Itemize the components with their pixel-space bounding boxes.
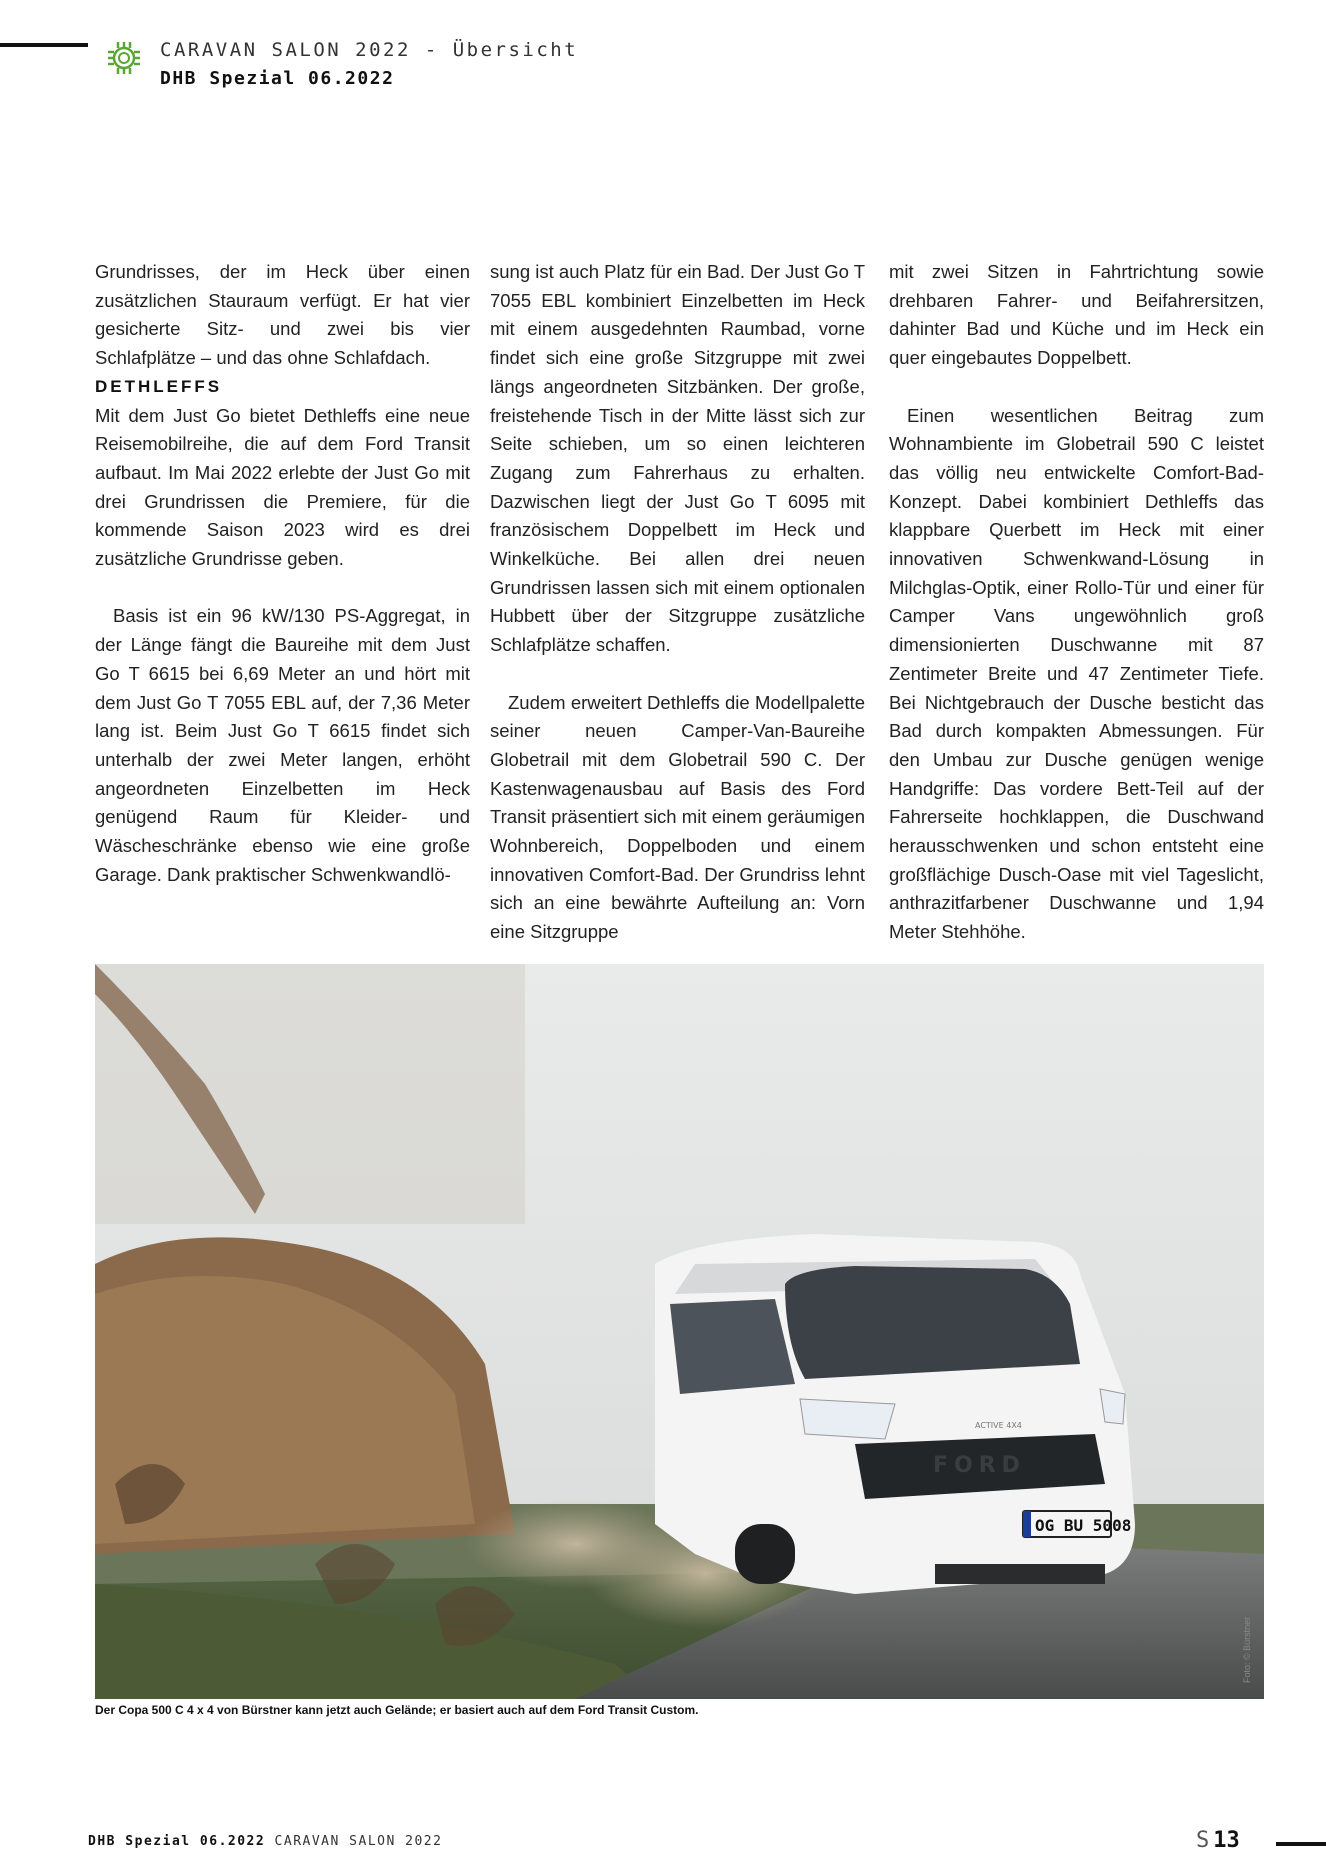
article-body	[95, 258, 1265, 943]
paragraph: Mit dem Just Go bietet Dethleffs eine neue Reisemobilreihe, die auf dem Ford Transit aufbaut. Im Mai 2022 erlebte der Just Go mit drei Grundrissen die Premiere, für die kommende Saison 2023 wird es drei zusätzliche Grundrisse geben.	[95, 404, 470, 570]
badge-text: ACTIVE 4X4	[975, 1421, 1022, 1430]
article-photo	[95, 964, 1264, 1699]
paragraph: sung ist auch Platz für ein Bad. Der Just Go T 7055 EBL kombiniert Einzelbetten im Heck mit einem ausgedehnten Raumbad, vorne findet sich eine große Sitzgruppe mit zwei längs angeordneten Sitzbänken. Der große, freistehende Tisch in der Mitte lässt sich zur Seite schieben, um so einen leichteren Zugang zum Fahrerhaus zu erhalten. Dazwischen liegt der Just Go T 6095 mit französischem Doppelbett im Heck und Winkelküche. Bei allen drei neuen Grundrissen lassen sich mit einem optionalen Hubbett über der Sitzgruppe zusätzliche Schlafplätze schaffen.	[490, 261, 865, 656]
grille-logo: FORD	[933, 1453, 1026, 1478]
footer-magazine: DHB Spezial 06.2022	[88, 1834, 266, 1849]
photo-caption: Der Copa 500 C 4 x 4 von Bürstner kann jetzt auch Gelände; er basiert auch auf dem Ford Transit Custom.	[95, 1703, 699, 1717]
header-title: CARAVAN SALON 2022 - Übersicht	[160, 39, 579, 61]
footer-publication	[88, 1834, 442, 1849]
paragraph: Basis ist ein 96 kW/130 PS-Aggregat, in der Länge fängt die Baureihe mit dem Just Go T 6615 bei 6,69 Meter an und hört mit dem Just Go T 7055 EBL auf, der 7,36 Meter lang ist. Beim Just Go T 6615 findet sich unterhalb der zwei Meter langen, erhöht angeordneten Einzelbetten im Heck genügend Raum für Kleider- und Wäscheschränke ebenso wie eine große Garage. Dank praktischer Schwenkwandlö-	[95, 605, 470, 885]
camper-van	[655, 1234, 1135, 1594]
section-heading: DETHLEFFS	[95, 376, 223, 396]
license-plate: OG BU 5008	[1035, 1516, 1132, 1535]
camper-van-photo	[95, 964, 1264, 1699]
column-1	[95, 258, 470, 889]
paragraph: Einen wesentlichen Beitrag zum Wohnambiente im Globetrail 590 C leistet das völlig neu entwickelte Comfort-Bad-Konzept. Dabei kombiniert Dethleffs das klappbare Querbett im Heck mit einer innovativen Schwenkwand-Lösung in Milchglas-Optik, einer Rollo-Tür und einer für Camper Vans ungewöhnlich groß dimensionierten Duschwanne mit 87 Zentimeter Breite und 47 Zentimeter Tiefe. Bei Nichtgebrauch der Dusche besticht das Bad durch kompakten Abmessungen. Für den Umbau zur Dusche genügen wenige Handgriffe: Das vordere Bett-Teil auf der Fahrerseite hochklappen, die Duschwand herausschwenken und schon entsteht eine großflächige Dusch-Oase mit viel Tageslicht, anthrazitfarbener Duschwanne und 1,94 Meter Stehhöhe.	[889, 404, 1264, 943]
paragraph: Grundrisses, der im Heck über einen zusätzlichen Stauraum verfügt. Er hat vier gesicherte Sitz- und zwei bis vier Schlafplätze – und das ohne Schlafdach.	[95, 261, 470, 369]
footer-rule	[1276, 1842, 1326, 1846]
page-prefix: S	[1196, 1828, 1210, 1853]
page-number	[1196, 1828, 1240, 1853]
header-subtitle: DHB Spezial 06.2022	[160, 68, 395, 89]
photo-credit: Foto: © Bürstner	[1242, 1616, 1252, 1683]
column-3	[889, 258, 1264, 947]
page-number-value: 13	[1213, 1828, 1240, 1853]
column-2	[490, 258, 865, 947]
chip-icon	[106, 40, 142, 76]
paragraph: Zudem erweitert Dethleffs die Modellpalette seiner neuen Camper-Van-Baureihe Globetrail mit dem Globetrail 590 C. Der Kastenwagenausbau auf Basis des Ford Transit präsentiert sich mit einem geräumigen Wohnbereich, Doppelboden und einem innovativen Comfort-Bad. Der Grundriss lehnt sich an eine bewährte Aufteilung an: Vorn eine Sitzgruppe	[490, 691, 865, 943]
header-rule	[0, 43, 88, 47]
paragraph: mit zwei Sitzen in Fahrtrichtung sowie drehbaren Fahrer- und Beifahrersitzen, dahinter Bad und Küche und im Heck ein quer eingebautes Doppelbett.	[889, 261, 1264, 369]
footer-section: CARAVAN SALON 2022	[274, 1834, 443, 1849]
